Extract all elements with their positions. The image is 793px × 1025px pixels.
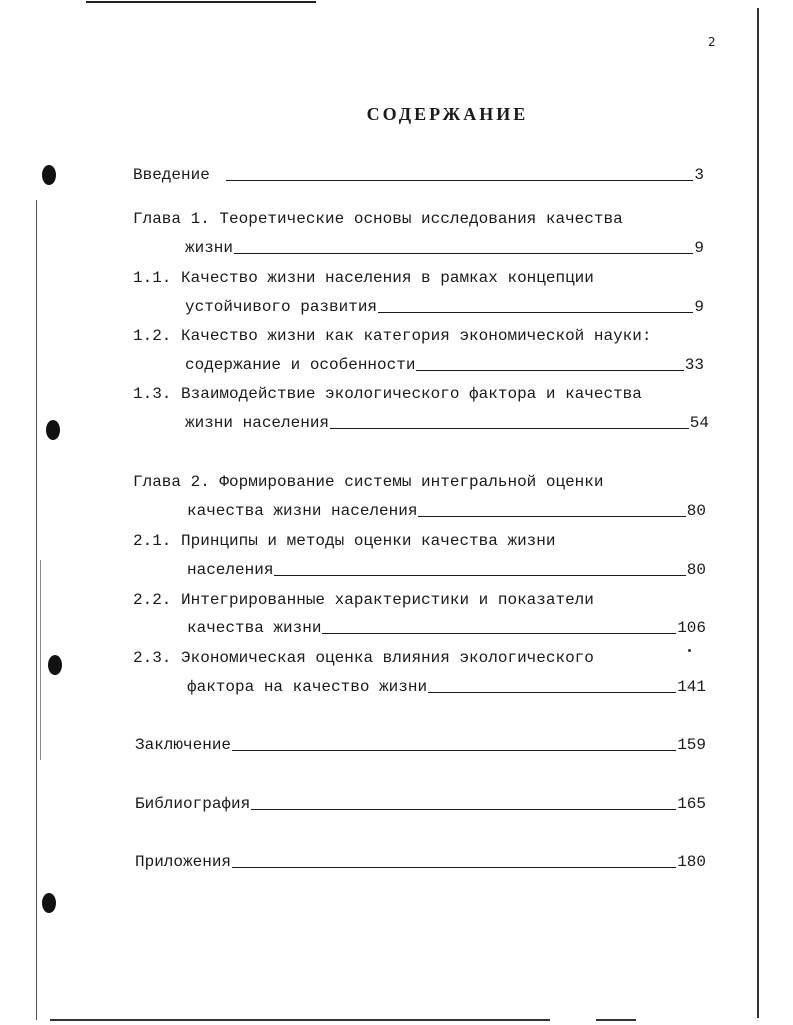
toc-entry-section-2-2 [133,588,594,612]
scan-edge-left-2 [40,560,41,760]
toc-entry-page: 159 [677,736,706,754]
toc-entry-page: 165 [677,795,706,813]
toc-entry-label: 2.1. Принципы и методы оценки качества жизни [133,532,556,550]
punch-hole [42,893,56,913]
toc-entry-label: Приложения [135,853,232,871]
toc-entry-label: 1.1. Качество жизни населения в рамках концепции [133,269,594,287]
leader-line [226,179,694,181]
toc-entry-chapter-2 [133,470,603,494]
toc-entry-label-cont: содержание и особенности [185,356,416,374]
toc-entry-page: 106 [677,619,706,637]
toc-entry-label-cont: фактора на качество жизни [187,678,428,696]
toc-entry-label: 1.3. Взаимодействие экологического фактора и качества [133,385,642,403]
toc-entry-label-cont: жизни [185,239,234,257]
leader-line [232,866,676,868]
toc-entry-label: Глава 2. Формирование системы интегральной оценки [133,473,604,491]
punch-hole [48,655,62,675]
toc-entry-label: Заключение [135,736,232,754]
leader-line [234,252,693,254]
toc-entry-label: 2.3. Экономическая оценка влияния экологического [133,649,594,667]
leader-line [418,515,685,517]
scan-edge-bottom [50,1019,550,1021]
toc-entry-label: Глава 1. Теоретические основы исследования качества [133,210,623,228]
toc-entry-page: 9 [694,239,704,257]
leader-line [322,632,676,634]
toc-entry-label-cont: жизни населения [185,414,330,432]
toc-entry-appendices [135,850,706,874]
leader-line [416,369,683,371]
scan-speck [688,649,691,652]
toc-entry-label-cont: качества жизни населения [187,502,418,520]
toc-entry-label: 1.2. Качество жизни как категория экономической науки: [133,327,652,345]
toc-entry-section-2-3-cont [187,675,706,699]
toc-entry-page: 3 [694,166,704,184]
toc-entry-label: Библиография [135,795,251,813]
leader-line [428,691,676,693]
punch-hole [46,420,60,440]
toc-entry-section-1-2-cont [185,353,704,377]
toc-entry-chapter-1-cont [185,236,704,260]
toc-entry-page: 180 [677,853,706,871]
toc-entry-conclusion [135,733,706,757]
toc-entry-section-1-1 [133,266,594,290]
page-number: 2 [708,35,716,49]
toc-entry-chapter-2-cont [187,499,706,523]
punch-hole [42,165,56,185]
toc-entry-bibliography [135,792,706,816]
toc-entry-page: 141 [677,678,706,696]
leader-line [330,427,689,429]
leader-line [378,311,693,313]
toc-entry-label: 2.2. Интегрированные характеристики и показатели [133,591,594,609]
toc-entry-section-1-3 [133,382,642,406]
toc-entry-section-2-3 [133,646,594,670]
toc-entry-section-1-2 [133,324,651,348]
toc-entry-page: 9 [694,298,704,316]
toc-entry-section-1-3-cont [185,411,709,435]
scan-edge-right [757,8,759,1018]
toc-entry-page: 54 [689,414,709,432]
toc-entry-label-cont: устойчивого развития [185,298,378,316]
leader-line [251,808,676,810]
scan-edge-top [86,1,316,3]
toc-entry-label-cont: населения [187,561,274,579]
toc-entry-introduction [133,163,704,187]
scan-edge-bottom-2 [596,1019,636,1021]
toc-entry-section-2-2-cont [187,616,706,640]
toc-entry-page: 80 [686,502,706,520]
toc-entry-label-cont: качества жизни [187,619,322,637]
toc-entry-label: Введение [133,166,210,184]
toc-entry-section-2-1-cont [187,558,706,582]
scan-edge-left [36,200,37,1020]
toc-title: СОДЕРЖАНИЕ [366,104,529,124]
leader-line [274,574,685,576]
leader-line [232,749,676,751]
toc-entry-chapter-1 [133,207,623,231]
toc-entry-page: 80 [686,561,706,579]
toc-entry-section-2-1 [133,529,555,553]
toc-entry-section-1-1-cont [185,295,704,319]
toc-entry-page: 33 [684,356,704,374]
